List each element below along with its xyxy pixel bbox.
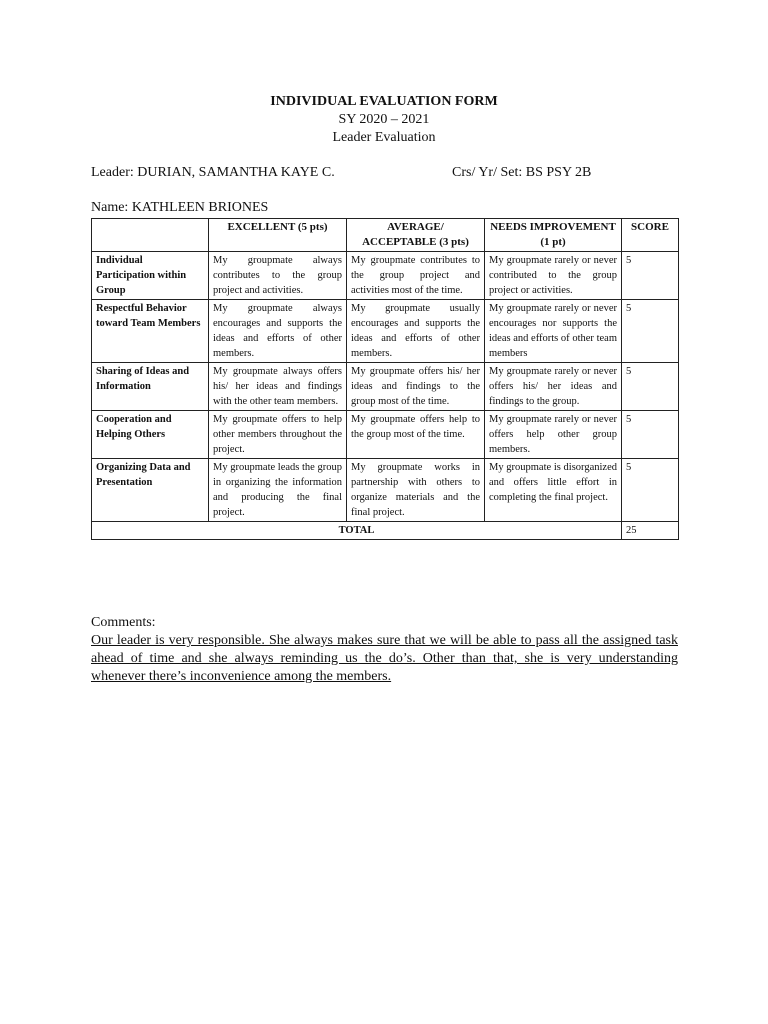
table-row <box>92 411 679 459</box>
total-row <box>92 522 679 540</box>
excellent-cell: My groupmate always contributes to the group project and activities. <box>209 252 347 300</box>
needs-improvement-cell: My groupmate is disorganized and offers little effort in completing the final project. <box>485 459 622 522</box>
criterion-cell: Respectful Behavior toward Team Members <box>92 300 209 363</box>
table-row <box>92 252 679 300</box>
header-excellent: EXCELLENT (5 pts) <box>209 219 347 252</box>
criterion-cell: Sharing of Ideas and Information <box>92 363 209 411</box>
evaluator-name: Name: KATHLEEN BRIONES <box>91 200 269 215</box>
header-score: SCORE <box>622 219 679 252</box>
criterion-cell: Organizing Data and Presentation <box>92 459 209 522</box>
average-cell: My groupmate offers his/ her ideas and findings to the group most of the time. <box>347 363 485 411</box>
score-cell: 5 <box>622 252 679 300</box>
excellent-cell: My groupmate leads the group in organizing the information and producing the final project. <box>209 459 347 522</box>
criterion-cell: Individual Participation within Group <box>92 252 209 300</box>
header-average: AVERAGE/ ACCEPTABLE (3 pts) <box>347 219 485 252</box>
form-header <box>0 93 768 147</box>
form-subtitle: Leader Evaluation <box>332 130 436 145</box>
header-needs-improvement: NEEDS IMPROVEMENT (1 pt) <box>485 219 622 252</box>
table-row <box>92 363 679 411</box>
average-cell: My groupmate usually encourages and supports the ideas and efforts of other members. <box>347 300 485 363</box>
evaluation-rubric-table <box>91 218 679 540</box>
header-criterion <box>92 219 209 252</box>
average-cell: My groupmate offers help to the group most of the time. <box>347 411 485 459</box>
excellent-cell: My groupmate always offers his/ her ideas and findings with the other team members. <box>209 363 347 411</box>
criterion-cell: Cooperation and Helping Others <box>92 411 209 459</box>
school-year: SY 2020 – 2021 <box>338 112 430 127</box>
total-score: 25 <box>622 522 679 540</box>
excellent-cell: My groupmate always encourages and supports the ideas and efforts of other members. <box>209 300 347 363</box>
score-cell: 5 <box>622 363 679 411</box>
table-header-row <box>92 219 679 252</box>
score-cell: 5 <box>622 411 679 459</box>
score-cell: 5 <box>622 300 679 363</box>
table-row <box>92 459 679 522</box>
course-year-set: Crs/ Yr/ Set: BS PSY 2B <box>452 165 592 180</box>
average-cell: My groupmate contributes to the group project and activities most of the time. <box>347 252 485 300</box>
needs-improvement-cell: My groupmate rarely or never offers his/ her ideas and findings to the group. <box>485 363 622 411</box>
comments-label: Comments: <box>91 615 156 630</box>
total-label: TOTAL <box>92 522 622 540</box>
average-cell: My groupmate works in partnership with others to organize materials and the final project. <box>347 459 485 522</box>
form-title: INDIVIDUAL EVALUATION FORM <box>270 94 498 109</box>
excellent-cell: My groupmate offers to help other members throughout the project. <box>209 411 347 459</box>
needs-improvement-cell: My groupmate rarely or never offers help other group members. <box>485 411 622 459</box>
needs-improvement-cell: My groupmate rarely or never contributed to the group project or activities. <box>485 252 622 300</box>
table-row <box>92 300 679 363</box>
score-cell: 5 <box>622 459 679 522</box>
comments-text: Our leader is very responsible. She always makes sure that we will be able to pass all the assigned task ahead of time and she always reminding us the do’s. Other than that, she is very understanding whenever there’s inconvenience among the members. <box>91 633 678 684</box>
needs-improvement-cell: My groupmate rarely or never encourages nor supports the ideas and efforts of other team members <box>485 300 622 363</box>
leader-name: Leader: DURIAN, SAMANTHA KAYE C. <box>91 165 335 180</box>
